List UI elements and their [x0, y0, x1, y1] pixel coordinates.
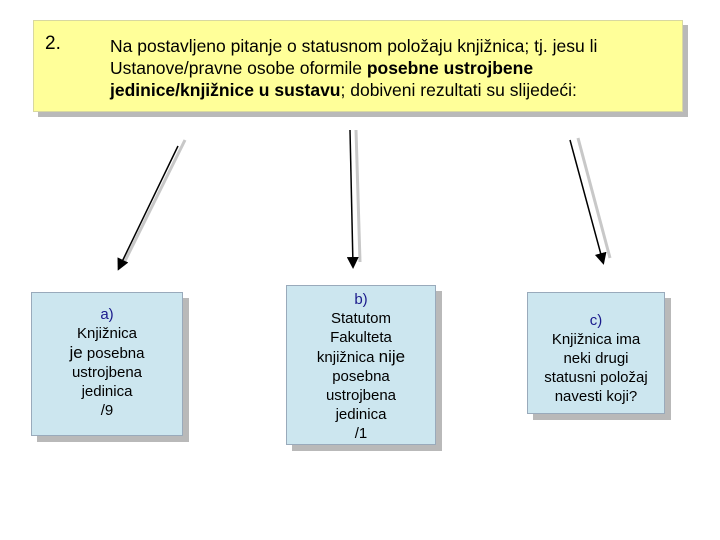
option-b-line1: Statutom [330, 310, 392, 327]
option-b-box [286, 285, 436, 445]
option-c-label: c) [589, 312, 603, 329]
option-b-line5: ustrojbena [325, 387, 397, 404]
arrow-c [570, 140, 603, 262]
option-b-line2: Fakulteta [330, 329, 392, 346]
option-a-line4: jedinica [81, 383, 133, 400]
option-c-line4: navesti koji? [554, 388, 638, 405]
option-a-line2-rest: posebna [82, 345, 145, 362]
arrow-c-shadow [578, 138, 610, 258]
option-b-line3-emph: nije [378, 347, 406, 366]
option-a-line2-emph: je [69, 343, 83, 362]
question-line2b: posebne ustrojbene [366, 58, 534, 78]
option-c-line3: statusni položaj [544, 369, 648, 386]
question-line1: Na postavljeno pitanje o statusnom položaju knjižnica; tj. jesu li [110, 36, 598, 56]
option-b-label: b) [354, 291, 368, 308]
option-b-line3 [287, 347, 435, 367]
option-a-line5: /9 [100, 402, 114, 419]
arrow-b-shadow [356, 130, 360, 262]
option-b-line3-start: knjižnica [316, 349, 379, 366]
question-line3b: ; dobiveni rezultati su slijedeći: [340, 80, 577, 100]
arrow-b [350, 130, 353, 266]
option-a-line1: Knjižnica [76, 325, 138, 342]
option-a-label: a) [100, 306, 114, 323]
option-c-box [527, 292, 665, 414]
option-b-line4: posebna [332, 368, 390, 385]
arrow-a-shadow [123, 140, 185, 265]
option-a-box [31, 292, 183, 436]
option-c-line1: Knjižnica ima [551, 331, 641, 348]
question-number: 2. [45, 33, 61, 54]
question-line2a: Ustanove/pravne osobe oformile [110, 58, 367, 78]
arrow-a [119, 146, 178, 268]
option-b-line6: jedinica [335, 406, 387, 423]
question-line3a: jedinice/knjižnice u sustavu [110, 80, 341, 100]
option-b-line7: /1 [354, 425, 368, 442]
option-a-line3: ustrojbena [71, 364, 143, 381]
option-c-line2: neki drugi [563, 350, 629, 367]
option-a-line2 [32, 343, 182, 363]
